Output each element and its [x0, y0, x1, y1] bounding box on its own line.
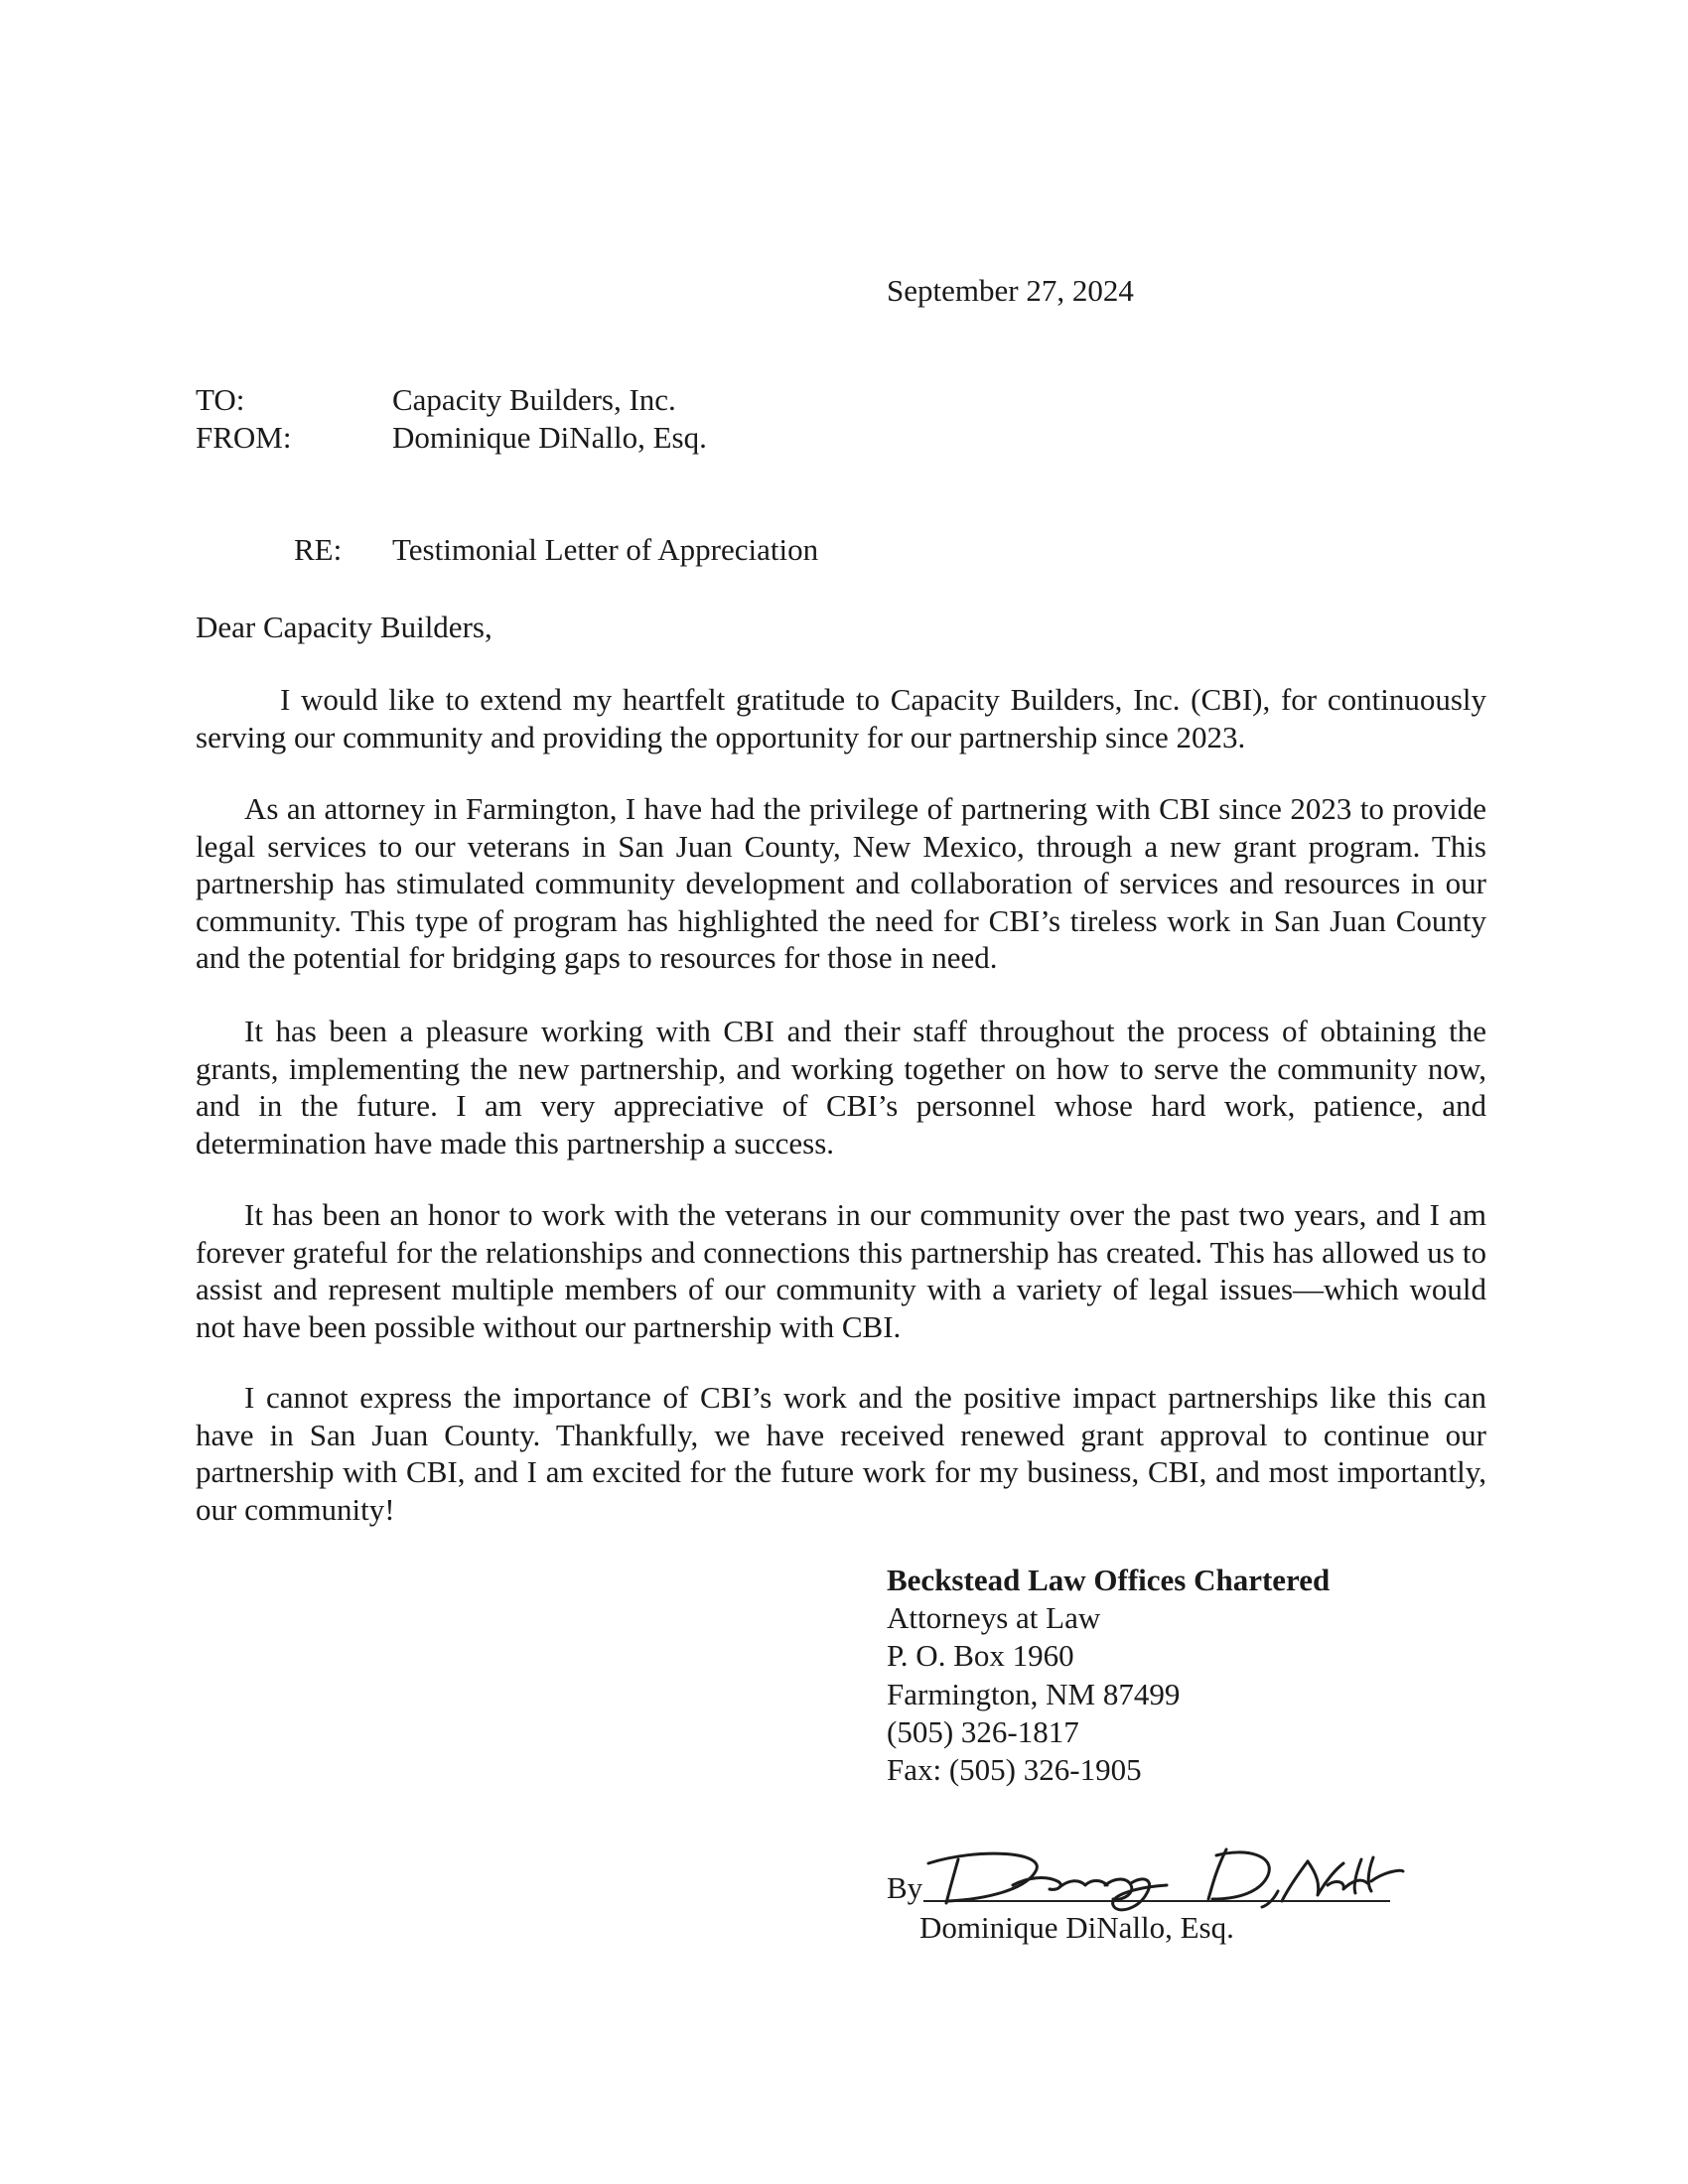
body-paragraph-3: It has been a pleasure working with CBI and their staff throughout the process of obtaining the grants, implementing the new partnership, and working together on how to serve the community now, and in the future. I am very appreciative of CBI’s personnel whose hard work, patience, and determination have made this partnership a success. — [196, 1014, 1486, 1160]
body-paragraph-1: I would like to extend my heartfelt gratitude to Capacity Builders, Inc. (CBI), for continuously serving our community and providing the opportunity for our partnership since 2023. — [196, 682, 1486, 754]
salutation: Dear Capacity Builders, — [196, 610, 492, 644]
signer-name: Dominique DiNallo, Esq. — [919, 1910, 1234, 1945]
firm-name: Beckstead Law Offices Chartered — [887, 1563, 1331, 1597]
body-paragraph-2: As an attorney in Farmington, I have had the privilege of partnering with CBI since 2023 to provide legal services to our veterans in San Juan County, New Mexico, through a new grant program. This partnership has stimulated community development and collaboration of services and resources in our community. This type of program has highlighted the need for CBI’s tireless work in San Juan County and the potential for bridging gaps to resources for those in need. — [196, 791, 1486, 976]
letter-date: September 27, 2024 — [887, 273, 1134, 308]
memo-re-row — [294, 530, 818, 570]
by-label: By — [887, 1870, 923, 1905]
signature-block — [887, 1562, 1330, 1789]
body-paragraph-4: It has been an honor to work with the veterans in our community over the past two years, and I am forever grateful for the relationships and connections this partnership has created. This has allowed us to assist and represent multiple members of our community with a variety of legal issues—which would not have been possible without our partnership with CBI. — [196, 1197, 1486, 1344]
firm-fax: Fax: (505) 326-1905 — [887, 1752, 1142, 1788]
firm-tagline: Attorneys at Law — [887, 1600, 1101, 1636]
memo-to-value: Capacity Builders, Inc. — [392, 382, 676, 417]
firm-phone: (505) 326-1817 — [887, 1713, 1079, 1749]
memo-to-label: TO: — [196, 382, 245, 417]
memo-from-value: Dominique DiNallo, Esq. — [392, 420, 707, 455]
memo-to-row — [196, 380, 676, 420]
body-paragraph-5: I cannot express the importance of CBI’s work and the positive impact partnerships like this can have in San Juan County. Thankfully, we have received renewed grant approval to continue our partnership with CBI, and I am excited for the future work for my business, CBI, and most importantly, our community! — [196, 1380, 1486, 1527]
firm-po-box: P. O. Box 1960 — [887, 1638, 1074, 1674]
memo-re-label: RE: — [294, 532, 343, 567]
memo-from-label: FROM: — [196, 420, 292, 455]
memo-from-row — [196, 418, 707, 458]
firm-city: Farmington, NM 87499 — [887, 1676, 1181, 1711]
memo-re-value: Testimonial Letter of Appreciation — [392, 532, 819, 567]
